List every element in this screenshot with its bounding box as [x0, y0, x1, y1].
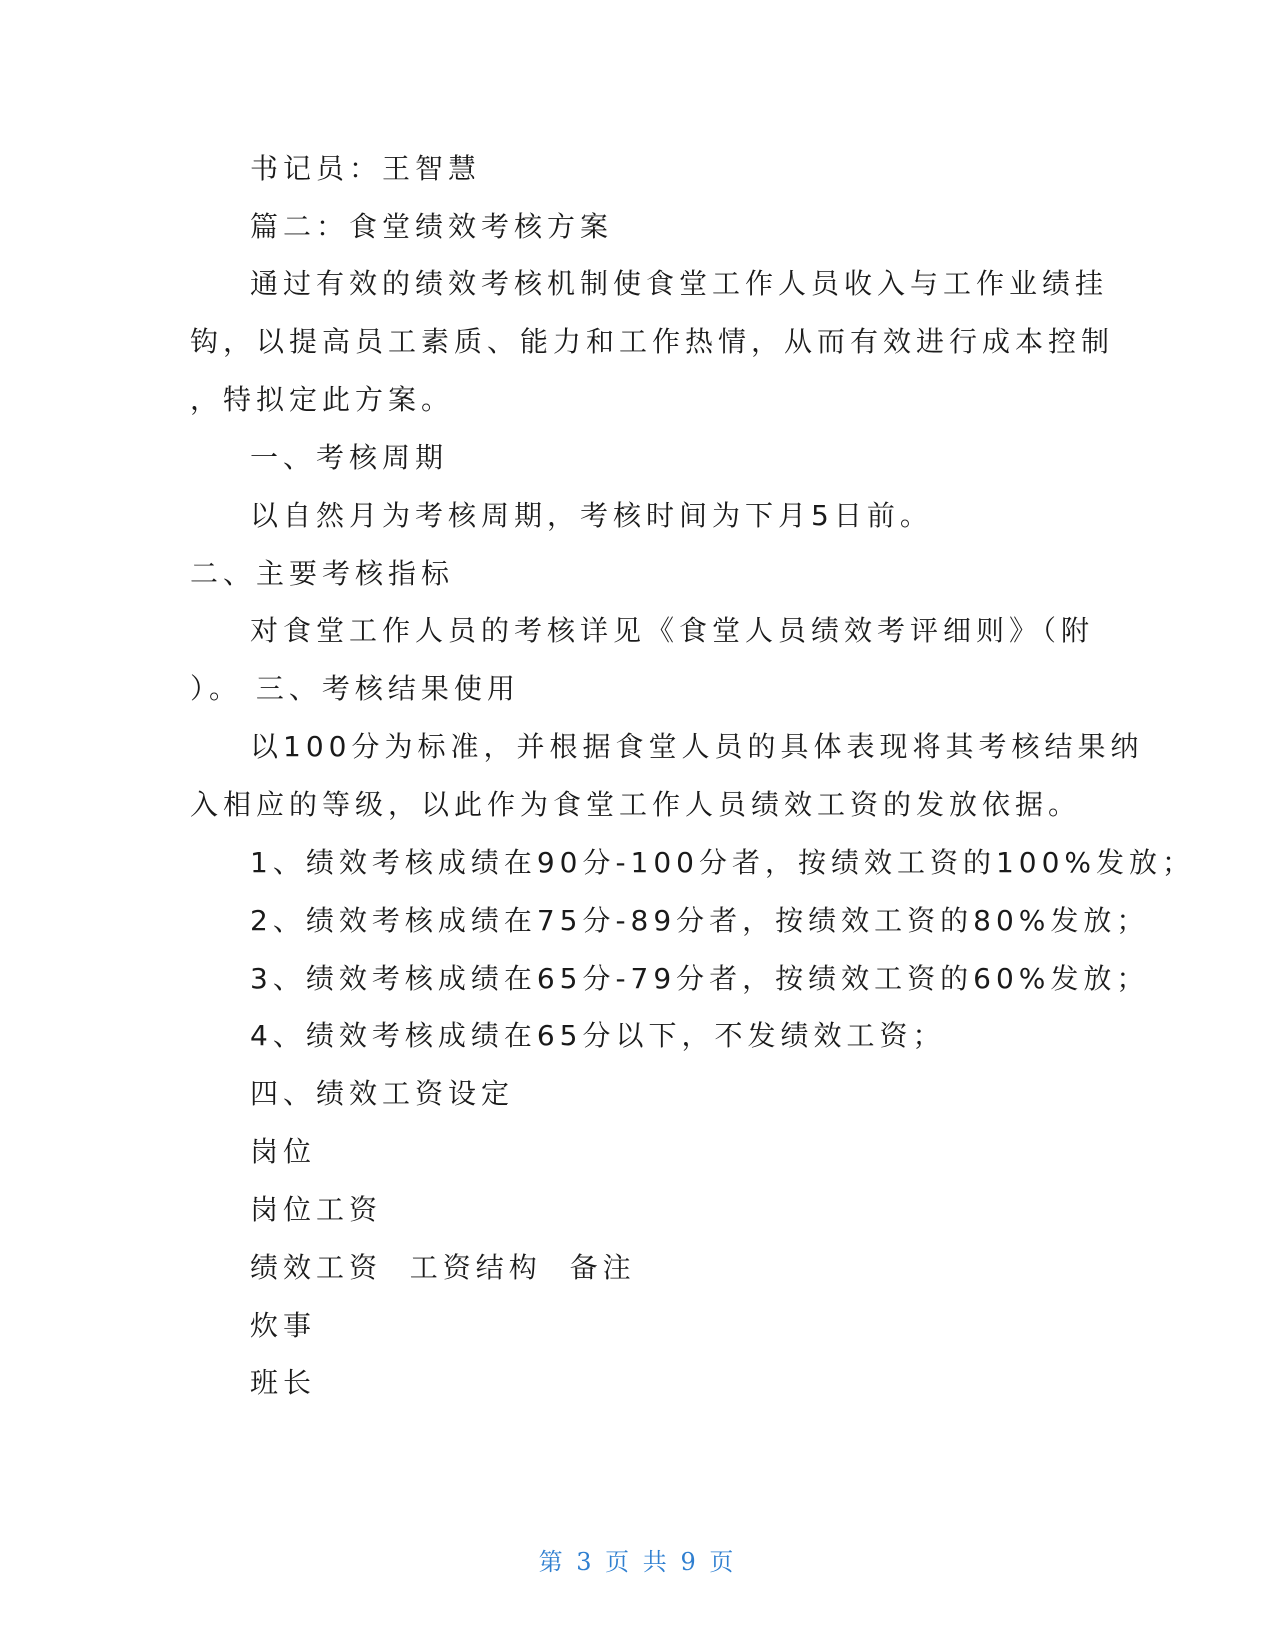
paragraph-line: 以自然月为考核周期，考核时间为下月5日前。	[250, 499, 933, 532]
list-item: 4、绩效考核成绩在65分以下，不发绩效工资；	[250, 1019, 946, 1052]
table-cell-text: 班长	[250, 1366, 317, 1399]
page-indicator: 第 3 页 共 9 页	[538, 1548, 737, 1576]
list-item: 2、绩效考核成绩在75分-89分者，按绩效工资的80%发放；	[250, 904, 1150, 937]
paragraph-line: ，特拟定此方案。	[190, 383, 455, 416]
table-cell-text: 岗位	[250, 1135, 317, 1168]
section-heading: 二、主要考核指标	[190, 557, 455, 590]
list-item: 1、绩效考核成绩在90分-100分者，按绩效工资的100%发放；	[250, 846, 1196, 879]
table-cell-text: 炊事	[250, 1309, 317, 1342]
paragraph-line: 通过有效的绩效考核机制使食堂工作人员收入与工作业绩挂	[250, 267, 1109, 300]
paragraph-line: 入相应的等级，以此作为食堂工作人员绩效工资的发放依据。	[190, 788, 1082, 821]
paragraph-line: 对食堂工作人员的考核详见《食堂人员绩效考评细则》（附	[250, 614, 1095, 647]
table-cell-text: 绩效工资 工资结构 备注	[250, 1251, 636, 1284]
list-item: 3、绩效考核成绩在65分-79分者，按绩效工资的60%发放；	[250, 962, 1150, 995]
table-cell-text: 岗位工资	[250, 1193, 383, 1226]
section-heading: 一、考核周期	[250, 441, 449, 474]
paragraph-line: 以100分为标准，并根据食堂人员的具体表现将其考核结果纳	[250, 730, 1144, 763]
paragraph-line: 钩，以提高员工素质、能力和工作热情，从而有效进行成本控制	[190, 325, 1115, 358]
section-title-part-two: 篇二：食堂绩效考核方案	[250, 210, 614, 243]
clerk-line: 书记员：王智慧	[250, 152, 482, 185]
section-heading: 四、绩效工资设定	[250, 1077, 515, 1110]
paragraph-line: ）。 三、考核结果使用	[190, 672, 520, 705]
